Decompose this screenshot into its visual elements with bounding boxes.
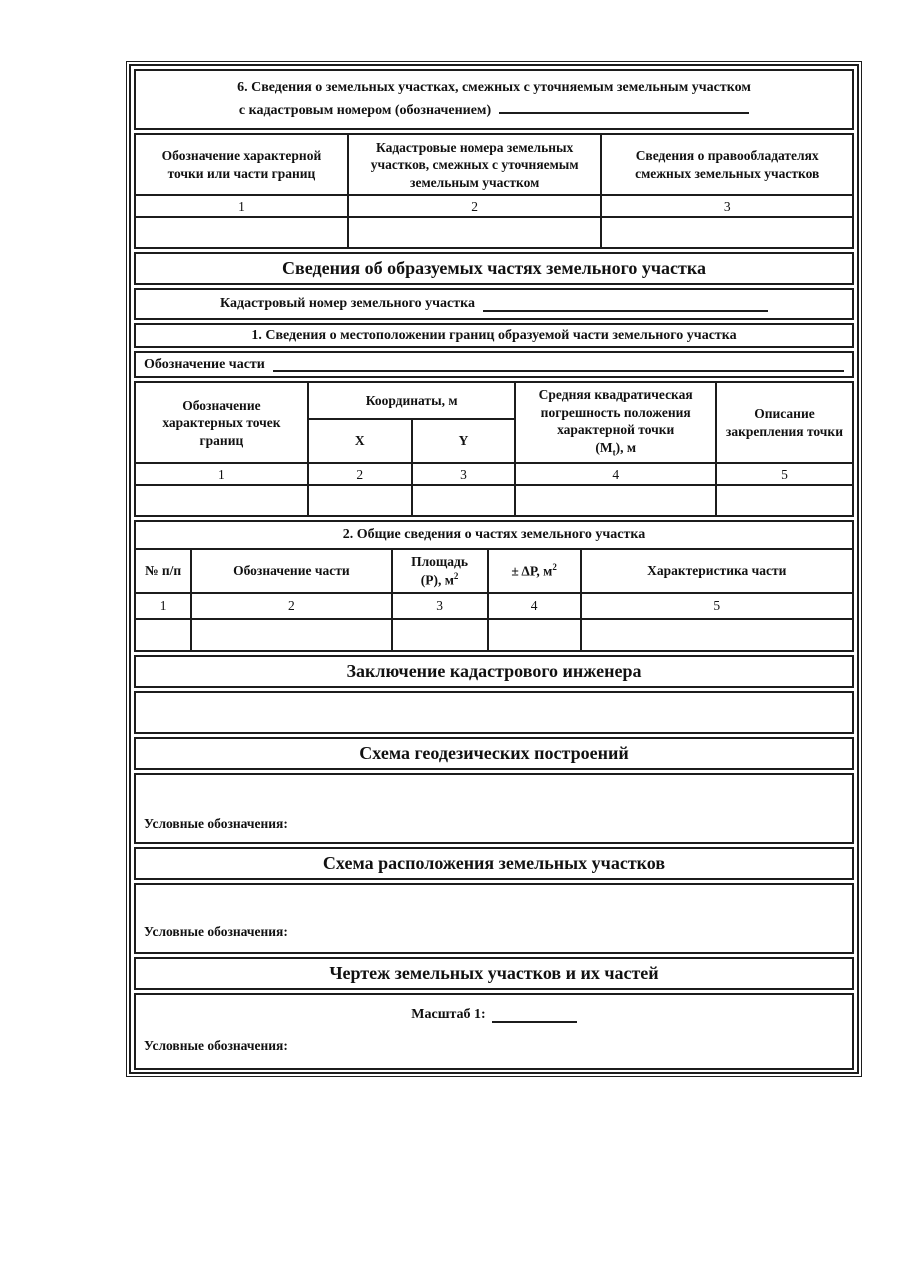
legend-label: Условные обозначения: xyxy=(144,923,288,939)
geodesic-scheme-body xyxy=(134,773,854,844)
col-num-5: 5 xyxy=(716,463,852,485)
empty-data-row xyxy=(136,217,852,247)
col-header-area: Площадь (Р), $м^2$ xyxy=(392,549,488,593)
adjacent-parcels-table xyxy=(136,135,852,247)
section6-title-line1: 6. Сведения о земельных участках, смежных с уточняемым земельным участком xyxy=(237,80,751,95)
empty-data-row xyxy=(136,619,852,650)
col-num-2: 2 xyxy=(191,593,391,619)
cadastral-number-line xyxy=(134,288,854,320)
col-header-rightholders: Сведения о правообладателях смежных земельных участков xyxy=(601,135,852,195)
coordinates-table xyxy=(136,383,852,515)
scale-line xyxy=(136,995,852,1023)
col-header-part-characteristic: Характеристика части xyxy=(581,549,852,593)
table-header-row xyxy=(136,383,852,419)
col-header-mse: Средняя квадратическая погрешность положения характерной точки $(М_t)$, м xyxy=(515,383,715,463)
parts-general-table xyxy=(136,522,852,650)
legend-label: Условные обозначения: xyxy=(144,1037,288,1053)
parcels-layout-title: Схема расположения земельных участков xyxy=(134,847,854,880)
empty-cell xyxy=(488,619,581,650)
empty-data-row xyxy=(136,485,852,515)
empty-cell xyxy=(716,485,852,515)
col-header-part-designation: Обозначение части xyxy=(191,549,391,593)
part-designation-line xyxy=(134,351,854,378)
legend-label: Условные обозначения: xyxy=(144,815,288,831)
part-designation-label: Обозначение части xyxy=(144,356,265,372)
empty-cell xyxy=(601,217,852,247)
col-header-row-number: № п/п xyxy=(136,549,191,593)
col-header-x: X xyxy=(308,419,412,463)
subsection2-title: 2. Общие сведения о частях земельного участка xyxy=(136,522,852,549)
col-num-1: 1 xyxy=(136,195,348,217)
mse-symbol: $(М_t)$, м xyxy=(595,440,637,458)
column-number-row xyxy=(136,463,852,485)
col-num-2: 2 xyxy=(348,195,601,217)
empty-cell xyxy=(136,619,191,650)
col-num-3: 3 xyxy=(412,463,516,485)
subsection2-title-row xyxy=(136,522,852,549)
col-header-boundary-points: Обозначение характерных точек границ xyxy=(136,383,308,463)
column-number-row xyxy=(136,593,852,619)
empty-cell xyxy=(348,217,601,247)
part-designation-blank xyxy=(273,357,844,372)
empty-cell xyxy=(136,485,308,515)
parts-general-table-box xyxy=(134,520,854,652)
col-header-point-fixation: Описание закрепления точки xyxy=(716,383,852,463)
col-header-y: Y xyxy=(412,419,516,463)
formed-parts-title: Сведения об образуемых частях земельного участка xyxy=(134,252,854,285)
empty-cell xyxy=(308,485,412,515)
adjacent-parcels-table-box xyxy=(134,133,854,249)
column-number-row xyxy=(136,195,852,217)
conclusion-title: Заключение кадастрового инженера xyxy=(134,655,854,688)
col-num-5: 5 xyxy=(581,593,852,619)
parcels-layout-body xyxy=(134,883,854,954)
document-frame xyxy=(129,64,859,1074)
col-header-point: Обозначение характерной точки или части границ xyxy=(136,135,348,195)
cadastral-number-blank xyxy=(483,297,768,312)
empty-cell xyxy=(581,619,852,650)
table-header-row xyxy=(136,549,852,593)
col-num-1: 1 xyxy=(136,593,191,619)
empty-cell xyxy=(412,485,516,515)
col-header-cadastral-numbers: Кадастровые номера земельных участков, смежных с уточняемым земельным участком xyxy=(348,135,601,195)
col-num-3: 3 xyxy=(392,593,488,619)
empty-cell xyxy=(191,619,391,650)
table-header-row xyxy=(136,135,852,195)
col-header-delta-p: ± ΔР, $м^2$ xyxy=(488,549,581,593)
boundaries-subsection-title: 1. Сведения о местоположении границ образуемой части земельного участка xyxy=(134,323,854,348)
scale-label: Масштаб 1: xyxy=(411,1006,486,1022)
col-num-4: 4 xyxy=(488,593,581,619)
col-num-2: 2 xyxy=(308,463,412,485)
parcels-drawing-title: Чертеж земельных участков и их частей xyxy=(134,957,854,990)
document-page xyxy=(126,61,862,1077)
coordinates-table-box xyxy=(134,381,854,517)
section6-header xyxy=(134,69,854,130)
empty-cell xyxy=(515,485,715,515)
parcels-drawing-body xyxy=(134,993,854,1070)
cadastral-number-label: Кадастровый номер земельного участка xyxy=(220,296,475,312)
col-header-coordinates-group: Координаты, м xyxy=(308,383,516,419)
empty-cell xyxy=(136,217,348,247)
scale-blank xyxy=(492,1008,577,1023)
conclusion-body xyxy=(134,691,854,734)
empty-cell xyxy=(392,619,488,650)
col-num-4: 4 xyxy=(515,463,715,485)
section6-title-line2: с кадастровым номером (обозначением) xyxy=(146,99,842,122)
cadastral-designation-blank xyxy=(499,99,749,114)
col-num-3: 3 xyxy=(601,195,852,217)
col-num-1: 1 xyxy=(136,463,308,485)
geodesic-scheme-title: Схема геодезических построений xyxy=(134,737,854,770)
